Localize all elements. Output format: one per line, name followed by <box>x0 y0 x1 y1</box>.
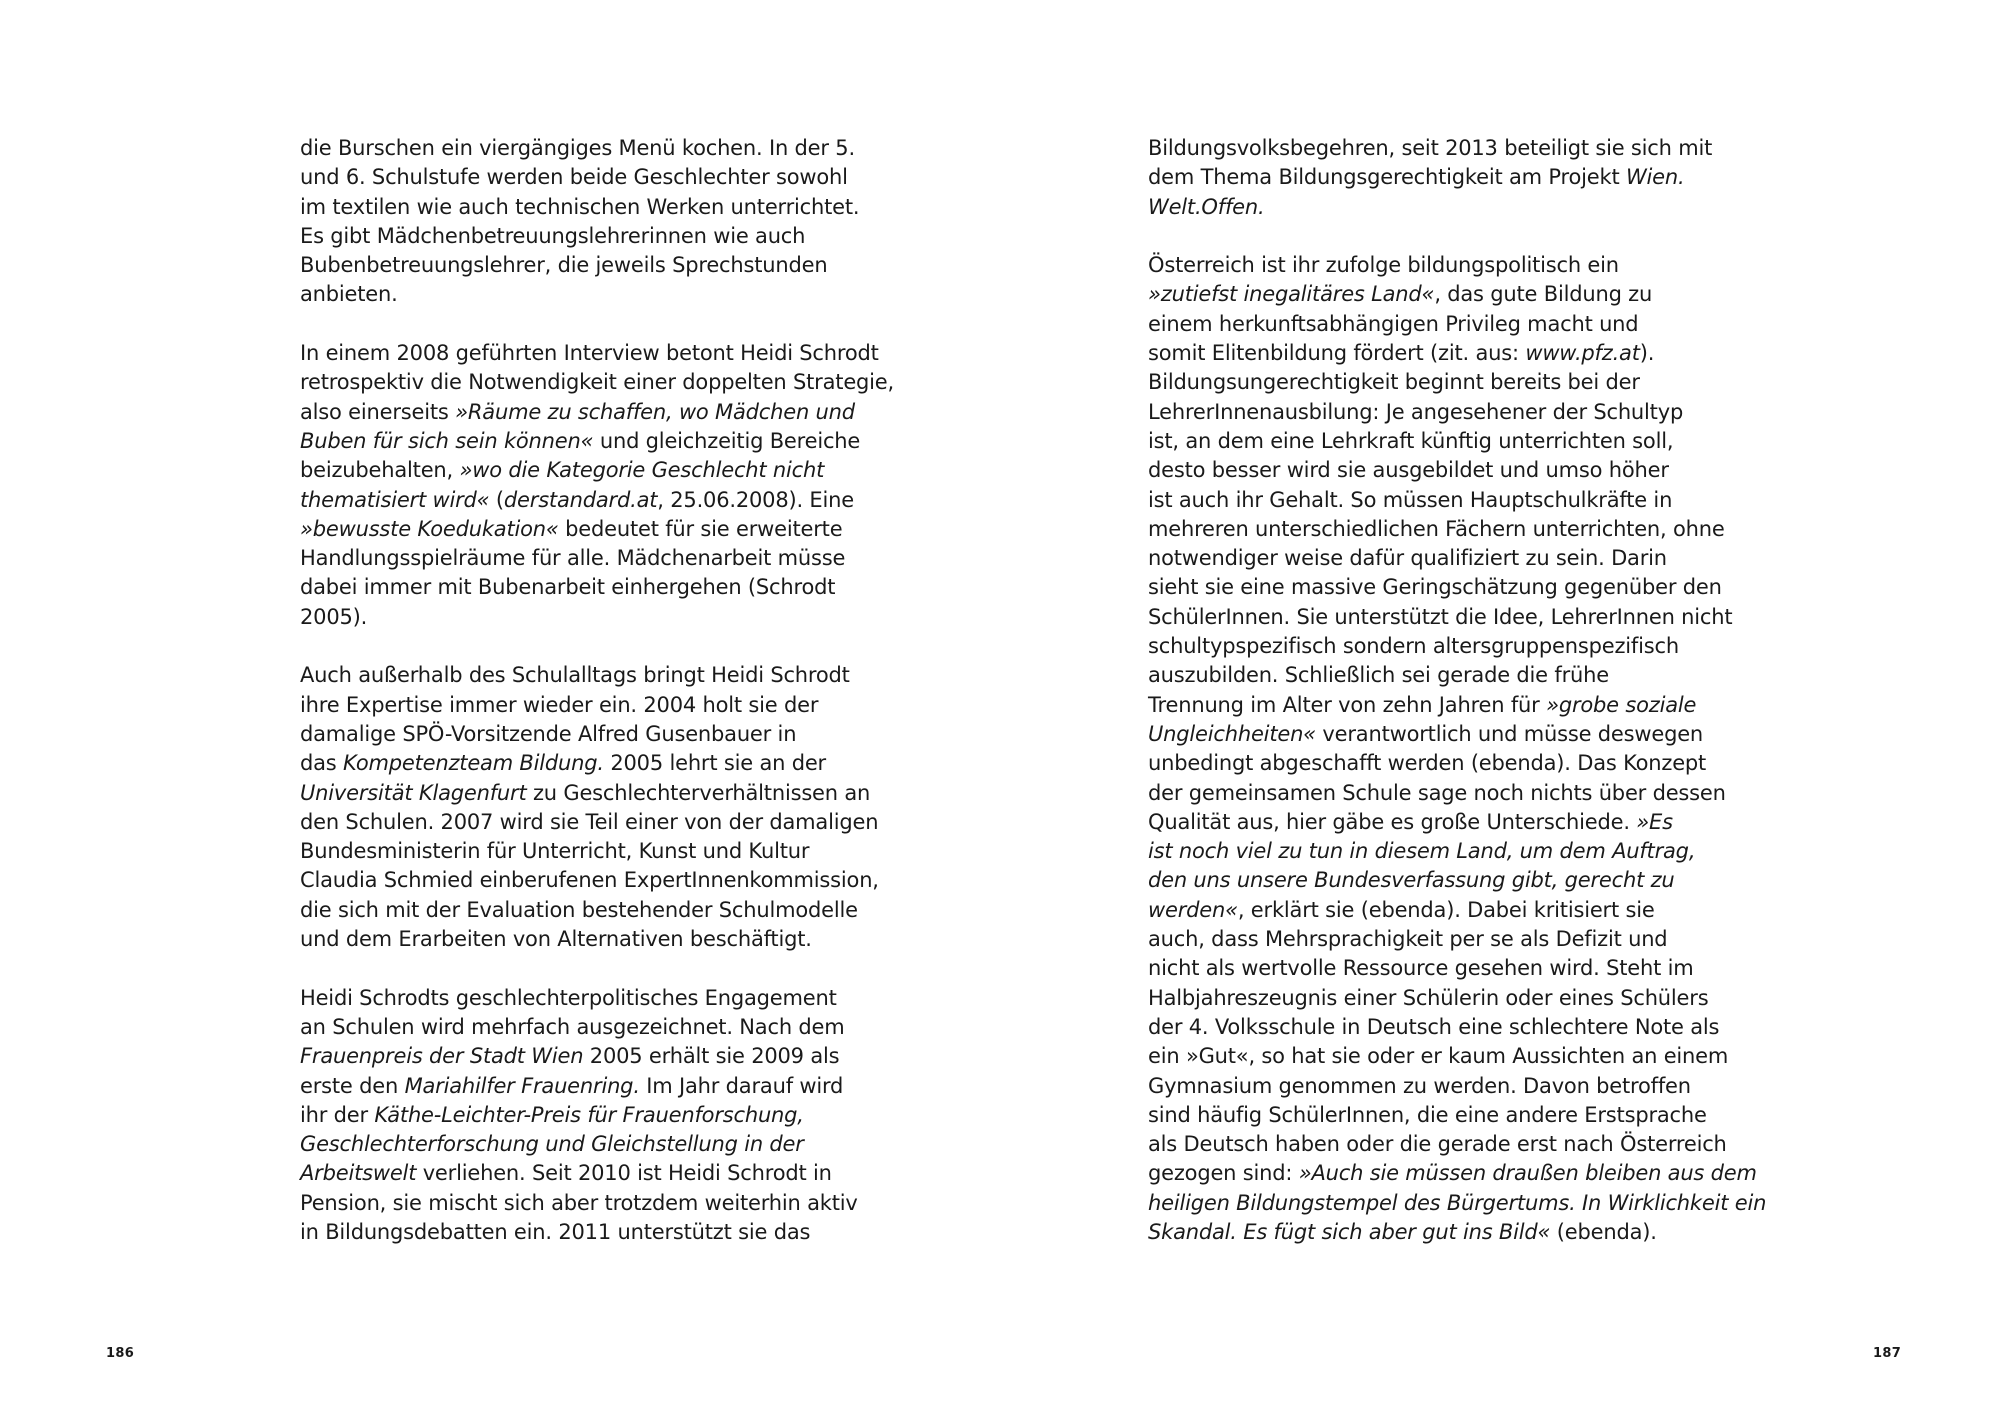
italic-run: werden« <box>1148 897 1238 922</box>
text-run: Österreich ist ihr zufolge bildungspolitisch ein <box>1148 253 1619 278</box>
text-line <box>1148 1130 1766 1159</box>
text-line <box>1148 808 1766 837</box>
text-line <box>1148 954 1766 983</box>
text-run: die sich mit der Evaluation bestehender Schulmodelle <box>300 897 858 922</box>
italic-run: derstandard.at <box>503 487 658 512</box>
text-line <box>1148 925 1766 954</box>
text-line <box>300 866 894 895</box>
text-run: Bildungsungerechtigkeit beginnt bereits bei der <box>1148 370 1640 395</box>
text-line <box>1148 1218 1766 1247</box>
text-line <box>300 1218 894 1247</box>
text-line <box>300 398 894 427</box>
paragraph <box>300 661 894 954</box>
text-line <box>1148 603 1766 632</box>
right-page-number: 187 <box>1873 1346 1902 1361</box>
text-run: , das gute Bildung zu <box>1434 282 1653 307</box>
text-line <box>1148 749 1766 778</box>
text-run: und gleichzeitig Bereiche <box>593 428 861 453</box>
text-run: Heidi Schrodts geschlechterpolitisches Engagement <box>300 985 837 1010</box>
italic-run: Wien. <box>1625 165 1685 190</box>
italic-run: Ungleichheiten« <box>1148 721 1316 746</box>
text-run: also einerseits <box>300 399 456 424</box>
text-run: ist, an dem eine Lehrkraft künftig unterrichten soll, <box>1148 428 1674 453</box>
text-run: retrospektiv die Notwendigkeit einer doppelten Strategie, <box>300 370 895 395</box>
text-line <box>1148 193 1766 222</box>
text-run: desto besser wird sie ausgebildet und umso höher <box>1148 458 1669 483</box>
text-run: im textilen wie auch technischen Werken unterrichtet. <box>300 194 860 219</box>
right-page-text <box>1148 134 1766 1247</box>
text-run: verantwortlich und müsse deswegen <box>1315 721 1704 746</box>
text-run: ist auch ihr Gehalt. So müssen Hauptschulkräfte in <box>1148 487 1673 512</box>
text-line <box>300 1189 894 1218</box>
text-line <box>300 1159 894 1188</box>
text-line <box>1148 632 1766 661</box>
text-run: das <box>300 751 344 776</box>
text-run: auszubilden. Schließlich sei gerade die frühe <box>1148 663 1609 688</box>
text-run: sieht sie eine massive Geringschätzung gegenüber den <box>1148 575 1722 600</box>
text-line <box>1148 720 1766 749</box>
text-run: Qualität aus, hier gäbe es große Unterschiede. <box>1148 809 1637 834</box>
paragraph-gap <box>1148 222 1766 251</box>
text-line <box>1148 398 1766 427</box>
text-run: , erklärt sie (ebenda). Dabei kritisiert sie <box>1237 897 1655 922</box>
text-run: (ebenda). <box>1550 1219 1657 1244</box>
text-line <box>300 427 894 456</box>
text-line <box>1148 515 1766 544</box>
italic-run: Mariahilfer Frauenring. <box>404 1073 640 1098</box>
text-run: Halbjahreszeugnis einer Schülerin oder eines Schülers <box>1148 985 1709 1010</box>
text-run: der gemeinsamen Schule sage noch nichts über dessen <box>1148 780 1726 805</box>
text-run: ein »Gut«, so hat sie oder er kaum Aussichten an einem <box>1148 1044 1729 1069</box>
text-line <box>300 222 894 251</box>
text-line <box>1148 661 1766 690</box>
italic-run: ist noch viel zu tun in diesem Land, um dem Auftrag, <box>1148 839 1696 864</box>
text-line <box>300 1042 894 1071</box>
left-page-text <box>300 134 894 1247</box>
text-line <box>1148 456 1766 485</box>
text-run: beizubehalten, <box>300 458 460 483</box>
text-run: ihr der <box>300 1102 375 1127</box>
text-run: mehreren unterschiedlichen Fächern unterrichten, ohne <box>1148 516 1725 541</box>
italic-run: »Es <box>1636 809 1673 834</box>
paragraph <box>1148 251 1766 1247</box>
text-line <box>300 603 894 632</box>
text-run: schultypspezifisch sondern altersgruppenspezifisch <box>1148 634 1679 659</box>
text-run: anbieten. <box>300 282 398 307</box>
text-line <box>1148 486 1766 515</box>
text-run: gezogen sind: <box>1148 1161 1299 1186</box>
text-run: Auch außerhalb des Schulalltags bringt Heidi Schrodt <box>300 663 850 688</box>
paragraph-gap <box>300 310 894 339</box>
italic-run: »bewusste Koedukation« <box>300 516 559 541</box>
text-run: damalige SPÖ-Vorsitzende Alfred Gusenbauer in <box>300 721 797 746</box>
italic-run: heiligen Bildungstempel des Bürgertums. In Wirklichkeit ein <box>1148 1190 1767 1215</box>
text-run: 2005 lehrt sie an der <box>603 751 826 776</box>
text-run: Im Jahr darauf wird <box>639 1073 844 1098</box>
text-run: notwendiger weise dafür qualifiziert zu sein. Darin <box>1148 546 1667 571</box>
text-run: Gymnasium genommen zu werden. Davon betroffen <box>1148 1073 1691 1098</box>
text-line <box>300 368 894 397</box>
text-run: Handlungsspielräume für alle. Mädchenarbeit müsse <box>300 546 846 571</box>
text-line <box>1148 984 1766 1013</box>
text-run: Pension, sie mischt sich aber trotzdem weiterhin aktiv <box>300 1190 858 1215</box>
text-line <box>300 251 894 280</box>
italic-run: Universität Klagenfurt <box>300 780 527 805</box>
text-line <box>300 193 894 222</box>
text-run: in Bildungsdebatten ein. 2011 unterstützt sie das <box>300 1219 811 1244</box>
text-line <box>1148 280 1766 309</box>
text-line <box>300 280 894 309</box>
text-run: an Schulen wird mehrfach ausgezeichnet. Nach dem <box>300 1014 845 1039</box>
text-line <box>300 691 894 720</box>
text-line <box>300 456 894 485</box>
text-line <box>300 339 894 368</box>
italic-run: Buben für sich sein können« <box>300 428 594 453</box>
italic-run: Kompetenzteam Bildung. <box>343 751 604 776</box>
paragraph <box>300 134 894 310</box>
text-run: dabei immer mit Bubenarbeit einhergehen (Schrodt <box>300 575 836 600</box>
text-line <box>1148 1159 1766 1188</box>
text-line <box>1148 573 1766 602</box>
text-line <box>1148 544 1766 573</box>
paragraph <box>300 984 894 1248</box>
text-line <box>300 134 894 163</box>
text-run: nicht als wertvolle Ressource gesehen wird. Steht im <box>1148 956 1694 981</box>
text-run: Bundesministerin für Unterricht, Kunst und Kultur <box>300 839 810 864</box>
left-page-number: 186 <box>106 1346 135 1361</box>
text-line <box>1148 163 1766 192</box>
text-line <box>300 515 894 544</box>
text-run: SchülerInnen. Sie unterstützt die Idee, LehrerInnen nicht <box>1148 604 1733 629</box>
text-line <box>300 1130 894 1159</box>
paragraph <box>300 339 894 632</box>
text-line <box>300 925 894 954</box>
text-run: LehrerInnenausbilung: Je angesehener der Schultyp <box>1148 399 1684 424</box>
text-line <box>300 749 894 778</box>
text-run: In einem 2008 geführten Interview betont Heidi Schrodt <box>300 341 879 366</box>
text-line <box>1148 779 1766 808</box>
text-run: sind häufig SchülerInnen, die eine andere Erstsprache <box>1148 1102 1707 1127</box>
paragraph-gap <box>300 632 894 661</box>
text-line <box>1148 368 1766 397</box>
text-line <box>300 779 894 808</box>
text-run: ( <box>489 487 504 512</box>
text-line <box>300 544 894 573</box>
text-line <box>300 837 894 866</box>
italic-run: »zutiefst inegalitäres Land« <box>1148 282 1435 307</box>
text-run: somit Elitenbildung fördert (zit. aus: <box>1148 341 1526 366</box>
italic-run: »Auch sie müssen draußen bleiben aus dem <box>1298 1161 1757 1186</box>
text-run: auch, dass Mehrsprachigkeit per se als Defizit und <box>1148 927 1668 952</box>
italic-run: www.pfz.at <box>1525 341 1640 366</box>
text-line <box>1148 1042 1766 1071</box>
text-run: zu Geschlechterverhältnissen an <box>526 780 871 805</box>
text-line <box>1148 1013 1766 1042</box>
text-run: den Schulen. 2007 wird sie Teil einer von der damaligen <box>300 809 879 834</box>
text-line <box>300 896 894 925</box>
text-run: , 25.06.2008). Eine <box>657 487 854 512</box>
text-line <box>300 486 894 515</box>
text-line <box>1148 251 1766 280</box>
text-line <box>300 1013 894 1042</box>
text-run: verliehen. Seit 2010 ist Heidi Schrodt in <box>416 1161 832 1186</box>
text-line <box>1148 134 1766 163</box>
paragraph-gap <box>300 954 894 983</box>
text-line <box>300 808 894 837</box>
text-line <box>300 573 894 602</box>
paragraph <box>1148 134 1766 222</box>
right-page <box>1000 0 2000 1412</box>
text-line <box>1148 310 1766 339</box>
text-line <box>1148 1189 1766 1218</box>
text-run: unbedingt abgeschafft werden (ebenda). Das Konzept <box>1148 751 1707 776</box>
text-run: Bildungsvolksbegehren, seit 2013 beteiligt sie sich mit <box>1148 136 1713 160</box>
text-run: einem herkunftsabhängigen Privileg macht und <box>1148 311 1639 336</box>
text-line <box>1148 427 1766 456</box>
text-run: erste den <box>300 1073 405 1098</box>
text-line <box>300 720 894 749</box>
italic-run: Arbeitswelt <box>300 1161 417 1186</box>
text-line <box>1148 339 1766 368</box>
text-line <box>300 1101 894 1130</box>
text-run: ihre Expertise immer wieder ein. 2004 holt sie der <box>300 692 819 717</box>
text-line <box>1148 896 1766 925</box>
italic-run: Skandal. Es fügt sich aber gut ins Bild« <box>1148 1219 1551 1244</box>
italic-run: Käthe-Leichter-Preis für Frauenforschung, <box>374 1102 804 1127</box>
text-run: dem Thema Bildungsgerechtigkeit am Projekt <box>1148 165 1626 190</box>
italic-run: Frauenpreis der Stadt Wien <box>300 1044 584 1069</box>
text-run: Bubenbetreuungslehrer, die jeweils Sprechstunden <box>300 253 828 278</box>
text-line <box>300 984 894 1013</box>
italic-run: Welt.Offen. <box>1148 194 1265 219</box>
text-run: und 6. Schulstufe werden beide Geschlechter sowohl <box>300 165 848 190</box>
text-run: 2005). <box>300 604 368 629</box>
text-line <box>1148 1101 1766 1130</box>
text-run: 2005 erhält sie 2009 als <box>583 1044 840 1069</box>
text-run: Claudia Schmied einberufenen ExpertInnenkommission, <box>300 868 879 893</box>
italic-run: Geschlechterforschung und Gleichstellung in der <box>300 1132 804 1157</box>
text-run: und dem Erarbeiten von Alternativen beschäftigt. <box>300 927 812 952</box>
italic-run: »grobe soziale <box>1546 692 1697 717</box>
italic-run: den uns unsere Bundesverfassung gibt, gerecht zu <box>1148 868 1675 893</box>
italic-run: »wo die Kategorie Geschlecht nicht <box>459 458 825 483</box>
text-run: Es gibt Mädchenbetreuungslehrerinnen wie auch <box>300 223 806 248</box>
text-run: ). <box>1639 341 1655 366</box>
text-line <box>1148 691 1766 720</box>
text-line <box>1148 866 1766 895</box>
text-run: bedeutet für sie erweiterte <box>558 516 843 541</box>
text-run: als Deutsch haben oder die gerade erst nach Österreich <box>1148 1132 1727 1157</box>
text-line <box>1148 837 1766 866</box>
text-run: Trennung im Alter von zehn Jahren für <box>1148 692 1547 717</box>
text-run: der 4. Volksschule in Deutsch eine schlechtere Note als <box>1148 1014 1720 1039</box>
text-line <box>1148 1072 1766 1101</box>
text-line <box>300 1072 894 1101</box>
italic-run: thematisiert wird« <box>300 487 490 512</box>
text-run: die Burschen ein viergängiges Menü kochen. In der 5. <box>300 136 855 160</box>
italic-run: »Räume zu schaffen, wo Mädchen und <box>455 399 855 424</box>
text-line <box>300 163 894 192</box>
text-line <box>300 661 894 690</box>
